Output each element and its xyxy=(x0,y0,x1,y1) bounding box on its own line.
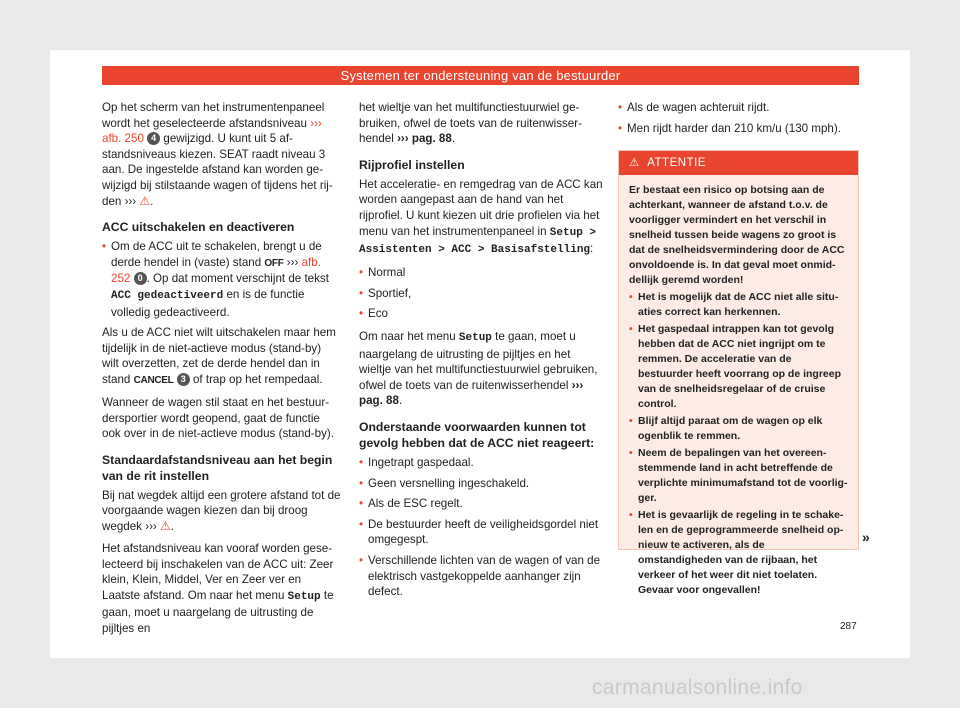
manual-page xyxy=(50,50,910,658)
paragraph-preselect: Het afstandsniveau kan vooraf worden geselecteerd bij inschakelen van de ACC uit: Zeer klein, Klein, Middel, Ver en Zeer ver en Laatste afstand. Om naar het menu Setup te gaan, moet u naargelang de uitrusting de pijltjes en xyxy=(102,542,334,636)
callout-number: 3 xyxy=(177,373,190,386)
paragraph-door-open: Wanneer de wagen stil staat en het bestuurdersportier wordt geopend, gaat de functie ook over in de niet-actieve modus (stand-by). xyxy=(102,396,334,441)
cancel-symbol: CANCEL xyxy=(133,374,174,386)
condition-item: • Geen versnelling ingeschakeld. xyxy=(359,476,605,492)
warning-box xyxy=(618,150,859,596)
paragraph-wheel: het wieltje van het multifunctiestuurwiel gebruiken, ofwel de toets van de ruitenwisserhendel ››› pag. 88. xyxy=(359,101,582,146)
page-number: 287 xyxy=(840,621,857,632)
display-text: ACC gedeactiveerd xyxy=(111,289,224,302)
menu-path: Setup > Assistenten > ACC > Basisafstelling xyxy=(359,226,597,257)
warning-item: • Neem de bepalingen van het overeenstemmende land in acht betreffende de verplichte minimumafstand tot de voorligger. xyxy=(629,446,848,506)
column-2 xyxy=(359,100,605,605)
profile-eco: • Eco xyxy=(359,306,605,322)
warning-header xyxy=(619,151,858,175)
figure-ref[interactable]: afb. 252 xyxy=(111,255,321,286)
warning-triangle-icon: ⚠ xyxy=(629,157,640,169)
heading-acc-off: ACC uitschakelen en deactiveren xyxy=(102,220,295,235)
watermark: carmanualsonline.info xyxy=(592,676,803,699)
ref-arrow[interactable]: ››› xyxy=(286,255,299,269)
heading-default-distance: Standaardafstandsniveau aan het begin van de rit instellen xyxy=(102,452,333,483)
condition-item: • Ingetrapt gaspedaal. xyxy=(359,455,605,471)
continue-mark: » xyxy=(862,529,870,545)
heading-conditions: Onderstaande voorwaarden kunnen tot gevolg hebben dat de ACC niet reageert: xyxy=(359,420,595,450)
ref-arrow[interactable]: ››› xyxy=(145,519,157,533)
bullet-acc-off: • Om de ACC uit te schakelen, brengt u de derde hendel in (vaste) stand OFF ››› afb. 252 0 . Op dat moment verschijnt de tekst ACC gedeactiveerd en is de functie volledig gedeactiveerd. xyxy=(102,239,341,320)
paragraph-profile: Het acceleratie- en remgedrag van de ACC kan worden aangepast aan de hand van het rijprofiel. U kunt kiezen uit drie profielen via het menu van het instrumentenpaneel in Setup > Assistenten > ACC > Basisafstelling: xyxy=(359,177,603,257)
condition-item: • Als de ESC regelt. xyxy=(359,496,605,512)
profile-sportief: • Sportief, xyxy=(359,286,605,302)
warning-triangle-icon: ⚠ xyxy=(160,518,171,533)
paragraph-setup-menu: Om naar het menu Setup te gaan, moet u naargelang de uitrusting de pijltjes en het wieltje van het multifunctiestuurwiel gebruiken, ofwel de toets van de ruitenwisserhendel ››› pag. 88. xyxy=(359,330,598,408)
column-3 xyxy=(618,100,859,141)
paragraph-distance-level: Op het scherm van het instrumentenpaneel wordt het geselecteerde afstandsniveau ››› afb. 250 4 gewijzigd. U kunt uit 5 afstandsniveaus kiezen. SEAT raadt niveau 3 aan. De ingestelde afstand kan worden gewijzigd bij stilstaande wagen of tijdens het rijden ››› ⚠. xyxy=(102,101,333,208)
condition-item: • Men rijdt harder dan 210 km/u (130 mph). xyxy=(618,121,859,137)
condition-item: • Als de wagen achteruit rijdt. xyxy=(618,100,859,116)
warning-body xyxy=(619,175,858,598)
warning-item: • Het is gevaarlijk de regeling in te schakelen en de geprogrammeerde snelheid opnieuw te activeren, als de omstandigheden van de rijbaan, het verkeer of het weer dit niet toelaten. Gevaar voor ongevallen! xyxy=(629,508,848,598)
warning-item: • Het is mogelijk dat de ACC niet alle situaties correct kan herkennen. xyxy=(629,290,848,320)
warning-intro: Er bestaat een risico op botsing aan de achterkant, wanneer de afstand t.o.v. de voorligger vermindert en het verschil in snelheid tussen beide wagens zo groot is dat de snelheidsvermindering door de ACC onvoldoende is. In dat geval moet onmiddellijk geremd worden! xyxy=(629,184,845,286)
warning-item: • Het gaspedaal intrappen kan tot gevolg hebben dat de ACC niet ingrijpt om te remmen. De acceleratie van de bestuurder heeft voorrang op de ingreep van de snelheidsregelaar of de cruise control. xyxy=(629,322,848,412)
heading-driving-profile: Rijprofiel instellen xyxy=(359,157,465,172)
page-ref[interactable]: ››› pag. 88 xyxy=(359,378,584,408)
ref-arrow[interactable]: ››› xyxy=(124,194,137,208)
warning-item: • Blijf altijd paraat om de wagen op elk ogenblik te remmen. xyxy=(629,414,848,444)
profile-normal: • Normal xyxy=(359,265,605,281)
callout-number: 4 xyxy=(147,132,160,145)
menu-setup: Setup xyxy=(458,332,492,345)
menu-setup: Setup xyxy=(287,590,321,603)
paragraph-standby: Als u de ACC niet wilt uitschakelen maar hem tijdelijk in de niet-actieve modus (stand-by) wilt overzetten, zet de derde hendel dan in stand CANCEL 3 of trap op het rempedaal. xyxy=(102,326,336,386)
warning-title: ATTENTIE xyxy=(647,157,706,169)
condition-item: • Verschillende lichten van de wagen of van de elektrisch vastgekoppelde aanhanger zijn defect. xyxy=(359,553,605,600)
paragraph-wet-road: Bij nat wegdek altijd een grotere afstand tot de voorgaande wagen kiezen dan bij droog wegdek ››› ⚠. xyxy=(102,488,341,533)
condition-item: • De bestuurder heeft de veiligheidsgordel niet omgegespt. xyxy=(359,517,605,548)
callout-number: 0 xyxy=(134,272,147,285)
off-symbol: OFF xyxy=(264,257,284,269)
column-1 xyxy=(102,100,341,643)
section-header: Systemen ter ondersteuning van de bestuurder xyxy=(102,66,859,85)
figure-ref[interactable]: ››› afb. 250 xyxy=(102,116,322,146)
page-ref[interactable]: ››› pag. 88 xyxy=(397,132,452,146)
warning-triangle-icon: ⚠ xyxy=(139,193,151,208)
